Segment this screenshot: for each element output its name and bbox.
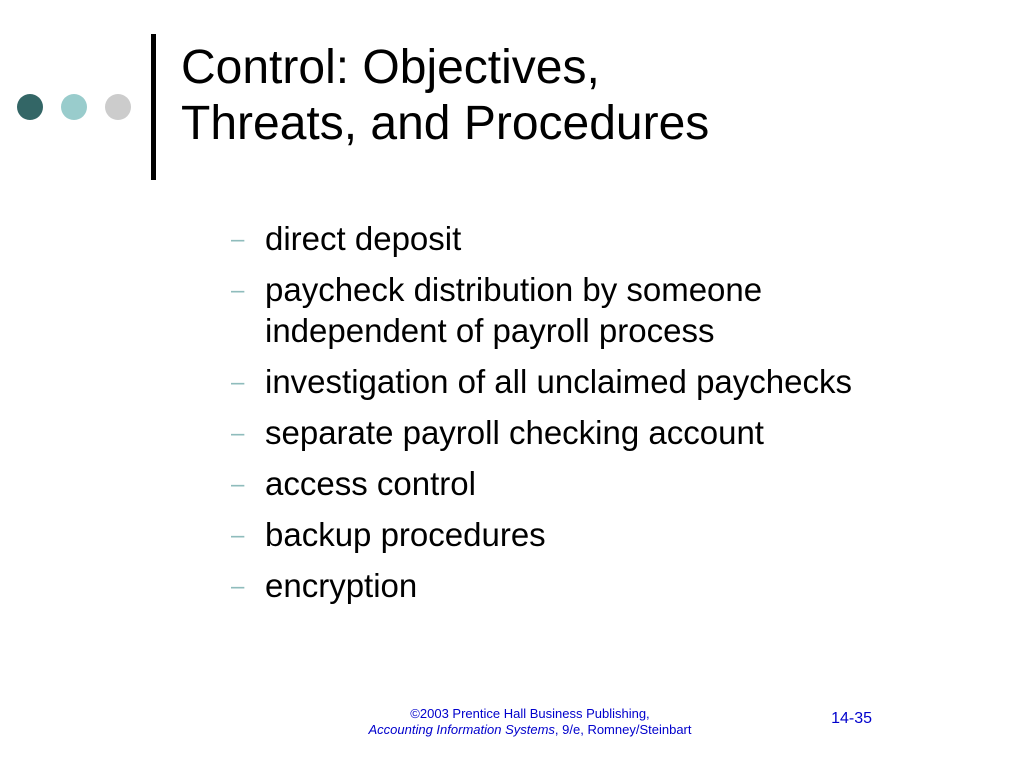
bullet-item [231,565,921,606]
slide-title [181,40,961,152]
slide-title-line-2: Threats, and Procedures [181,97,710,150]
footer-book-title: Accounting Information Systems [368,722,555,737]
bullet-dash-icon: – [231,277,245,304]
bullet-dash-icon: – [231,420,245,447]
bullet-text: direct deposit [265,220,462,257]
bullet-text: paycheck distribution by someone independent of payroll process [265,271,763,349]
bullet-dash-icon: – [231,226,245,253]
bullet-item [231,412,921,453]
dot-dark-icon [17,94,43,120]
bullet-dash-icon: – [231,522,245,549]
dot-gray-icon [105,94,131,120]
bullet-item [231,514,921,555]
bullet-text: backup procedures [265,516,546,553]
footer-book-details: , 9/e, Romney/Steinbart [554,722,692,737]
bullet-text: investigation of all unclaimed paychecks [265,363,852,400]
slide-title-line-1: Control: Objectives, [181,41,600,94]
bullet-item [231,218,921,259]
decorative-dots [0,0,140,140]
bullet-dash-icon: – [231,369,245,396]
bullet-dash-icon: – [231,471,245,498]
bullet-item [231,463,921,504]
footer-book-line [330,722,730,738]
footer-credit [330,706,730,738]
bullet-text: separate payroll checking account [265,414,764,451]
bullet-item [231,269,921,351]
dot-teal-icon [61,94,87,120]
bullet-text: encryption [265,567,418,604]
bullet-text: access control [265,465,476,502]
page-number: 14-35 [831,710,872,727]
bullet-list [231,218,921,616]
footer-copyright: ©2003 Prentice Hall Business Publishing, [410,706,650,721]
title-rule [151,34,156,180]
bullet-dash-icon: – [231,573,245,600]
bullet-item [231,361,921,402]
